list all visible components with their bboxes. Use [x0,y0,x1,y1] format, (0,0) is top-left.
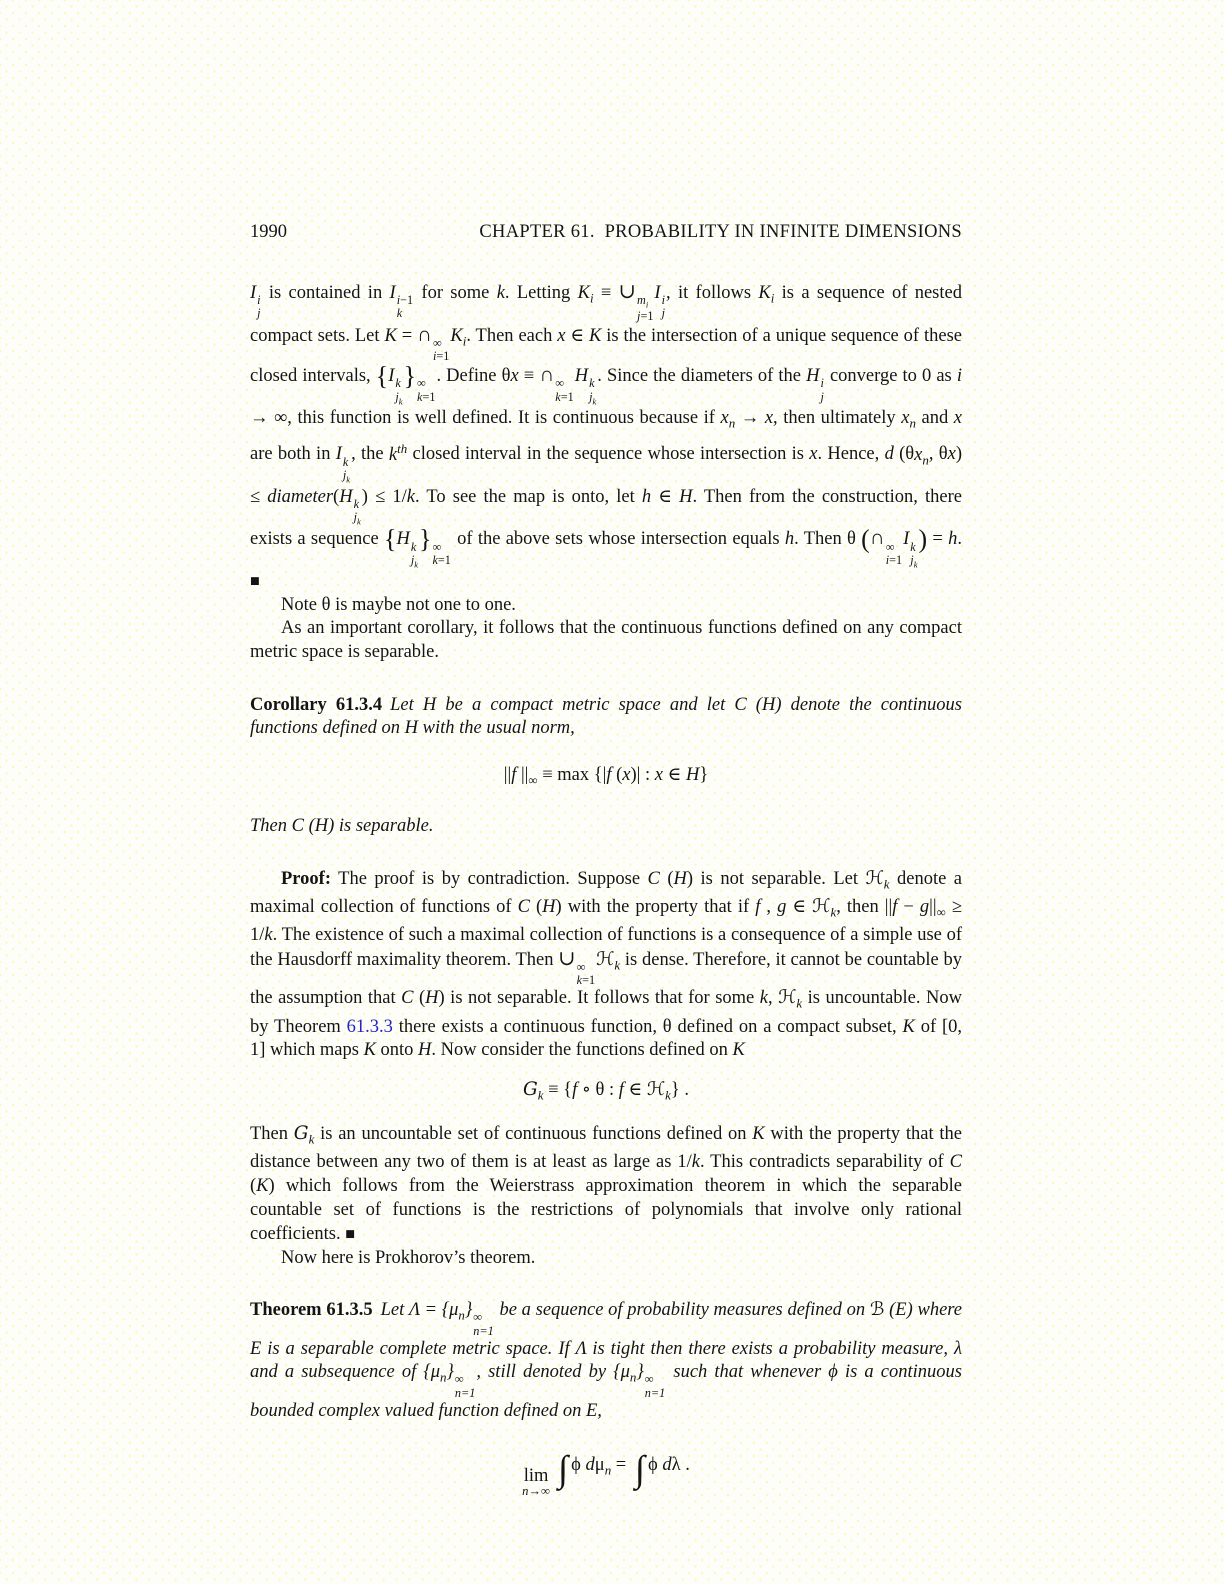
theorem-block [250,1299,962,1423]
note-paragraph: Note θ is maybe not one to one. [281,594,516,615]
continuation-paragraph: I i j is contained in I i−1 k for some k. Letting $K_i$ ≡ ∪ $m_i$ j=1 I i j , it follows $K_i$ is a sequence of nested compact sets. Let K = ∩ ∞ i=1 $K_i$. Then each x ∈ K is the intersection of a unique sequence of these closed intervals, {I k $j_k$ } ∞ k=1 . Define θx ≡ ∩ ∞ k=1 H k $j_k$ . Since the diameters of the H i j converge to 0 as i → ∞, this function is well defined. It is continuous because if $x_n \to x$, then ultimately $x_n$ and x are both in I k $j_k$ , the $k^{th}$ closed interval in the sequence whose intersection is x. Hence, d ($\theta x_n$, θx) ≤ diameter(H k $j_k$ ) ≤ 1/k. To see the map is onto, let h ∈ H. Then from the construction, there exists a sequence {H k $j_k$ } ∞ k=1 of the above sets whose intersection equals h. Then θ (∩ ∞ i=1 I k $j_k$ ) = h. ■ [250,281,963,591]
corollary-text: Let H be a compact metric space and let C (H) denote the continuous functions defined on H with the usual norm, [250,694,962,739]
corollary-intro-paragraph: As an important corollary, it follows that the continuous functions defined on any compact metric space is separable. [250,618,962,663]
theorem-ref-61-3-3[interactable]: 61.3.3 [346,1016,393,1037]
page-number: 1990 [250,222,287,242]
theorem-label: Theorem 61.3.5 [250,1300,373,1321]
limit-equation: lim n→∞ ∫ ϕ $d\mu_n$ = ∫ ϕ dλ . [522,1448,690,1499]
corollary-label: Corollary 61.3.4 [250,694,383,715]
gk-paragraph: Then $G_k$ is an uncountable set of continuous functions defined on K with the property that the distance between any two of them is at least as large as 1/k. This contradicts separability of C (K) which follows from the Weierstrass approximation theorem in which the separable countable set of functions is the restrictions of polynomials that involve only rational coefficients. ■ [250,1123,962,1245]
separable-line: Then C (H) is separable. [250,816,434,837]
corollary-block [250,694,962,741]
theorem-text: Let $\Lambda = \{\mu_n\}$ ∞ n=1 be a sequence of probability measures defined on ℬ (E) where E is a separable complete metric space. If Λ is tight then there exists a probability measure, λ and a subsequence of $\{\mu_n\}$ ∞ n=1 , still denoted by $\{\mu_n\}$ ∞ n=1 such that whenever ϕ is a continuous bounded complex valued function defined on E, [250,1300,963,1421]
proof-text: The proof is by contradiction. Suppose C (H) is not separable. Let ℋ$_k$ denote a maximal collection of functions of C (H) with the property that if f , g ∈ ℋ$_k$, then $||f - g||_\infty \ge 1/k$. The existence of such a maximal collection of functions is a consequence of a simple use of the Hausdorff maximality theorem. Then ∪ ∞ k=1 ℋ$_k$ is dense. Therefore, it cannot be countable by the assumption that C (H) is not separable. It follows that for some k, ℋ$_k$ is uncountable. Now by Theorem 61.3.3 there exists a continuous function, θ defined on a compact subset, K of [0, 1] which maps K onto H. Now consider the functions defined on K [250,868,963,1061]
norm-equation: ||f $||_\infty \equiv \max \{|f$ (x)| : x ∈ H} [503,764,709,788]
prokhorov-paragraph: Now here is Prokhorov’s theorem. [281,1247,536,1268]
proof-label: Proof: [281,868,331,889]
chapter-title: CHAPTER 61. PROBABILITY IN INFINITE DIMENSIONS [479,222,962,242]
proof-paragraph [250,868,962,1063]
page-header [250,222,962,243]
gk-equation: $G_k \equiv \{f$ ∘ θ : f ∈ ℋ$_k$} . [522,1078,690,1103]
page-body [250,280,962,1498]
